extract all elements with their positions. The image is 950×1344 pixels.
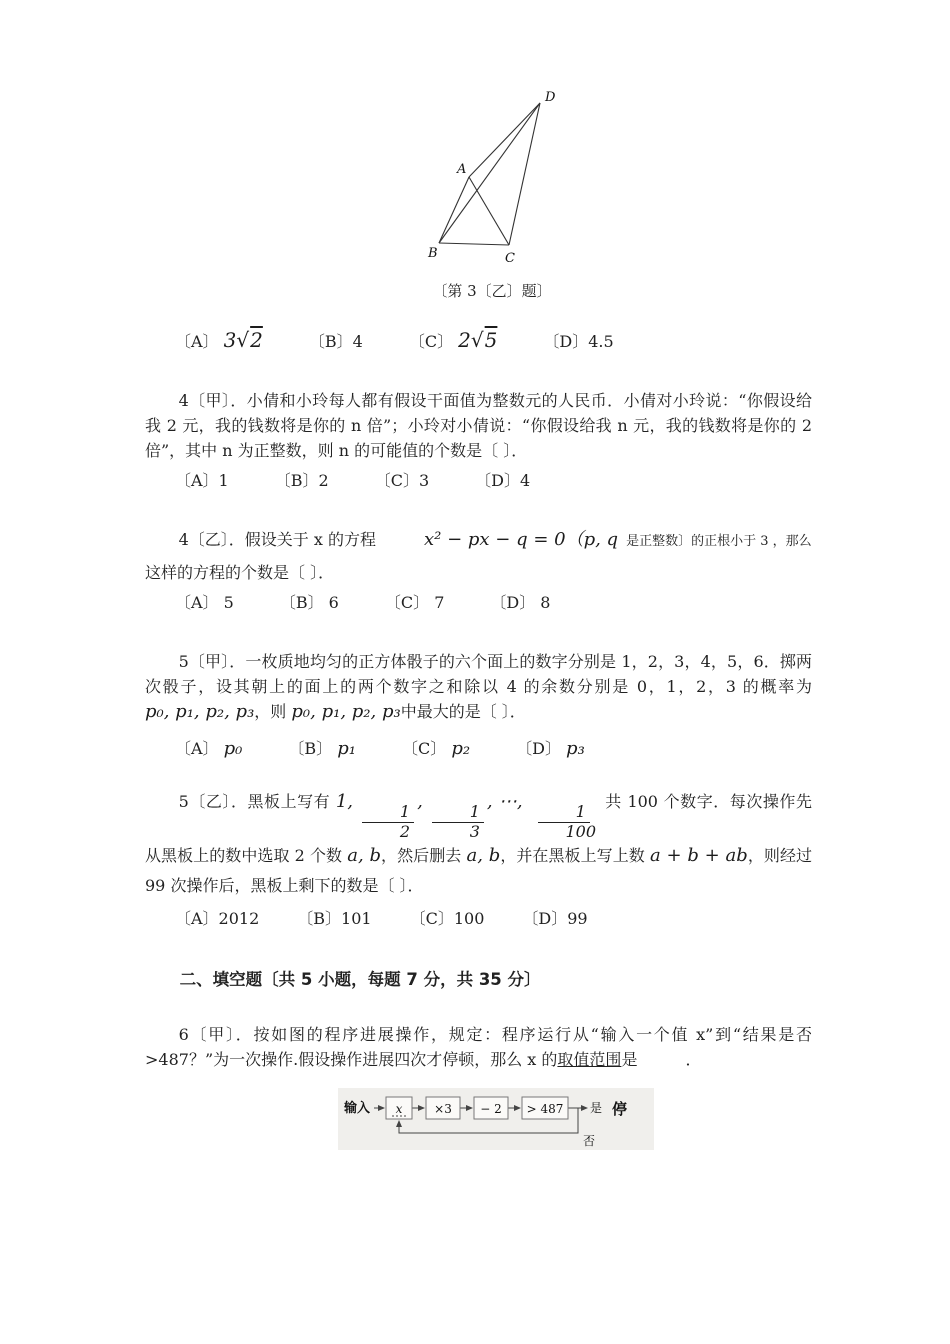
question3b-figure xyxy=(417,85,567,267)
question-6a-text xyxy=(145,1022,812,1072)
q5a-options xyxy=(145,736,812,761)
q3b-option-d: 〔D〕4.5 xyxy=(543,331,614,351)
q5a-option-a: 〔A〕 p₀ xyxy=(175,738,243,759)
q6a-underlined-phrase: 取值范围 xyxy=(557,1049,622,1069)
flow-stop-label: 停 xyxy=(612,1099,628,1118)
q5b-ab-1: a, b xyxy=(347,844,381,866)
q5b-option-c: 〔C〕100 xyxy=(409,908,485,928)
vertex-label-c: C xyxy=(505,251,515,266)
q3b-option-a xyxy=(175,328,263,354)
q4a-option-d: 〔D〕4 xyxy=(475,471,531,490)
q4a-option-b: 〔B〕2 xyxy=(274,471,329,490)
q4b-option-a: 〔A〕 5 xyxy=(175,593,234,612)
q4b-options xyxy=(145,590,812,615)
triangle-diagram xyxy=(417,85,567,267)
q5b-expression: a + b + ab xyxy=(649,844,748,866)
question-4b xyxy=(145,527,812,615)
q5b-option-a: 〔A〕2012 xyxy=(175,908,260,928)
q5a-text2: ，则 xyxy=(254,702,287,721)
q5a-text3: 中最大的是〔 〕． xyxy=(400,702,526,721)
question-4a-text: 4〔甲〕．小倩和小玲每人都有假设干面值为整数元的人民币．小倩对小玲说：“你假设给我 2 元，我的钱数将是你的 n 倍”；小玲对小倩说：“你假设给我 n 元，我的钱数将是你的 2 倍”，其中 n 为正整数，则 n 的可能值的个数是〔 〕． xyxy=(145,391,812,460)
flowchart-svg xyxy=(338,1090,650,1148)
q4b-line2: 这样的方程的个数是〔 〕． xyxy=(145,563,335,582)
flowchart xyxy=(338,1088,654,1150)
triangle-edges xyxy=(439,103,540,245)
flow-input-label: 输入 xyxy=(344,1100,371,1116)
flow-box-times3-label: ×3 xyxy=(434,1101,452,1116)
q5b-lead: 5〔乙〕．黑板上写有 xyxy=(178,792,331,811)
option-c-label: 〔C〕 xyxy=(408,332,454,351)
vertex-label-b: B xyxy=(428,246,438,261)
q5a-probabilities-2: p₀, p₁, p₂, p₃ xyxy=(291,701,401,722)
q5b-options xyxy=(145,906,812,931)
q4a-option-c: 〔C〕3 xyxy=(374,471,430,490)
flow-no-label: 否 xyxy=(583,1133,596,1148)
option-a-label: 〔A〕 xyxy=(175,332,219,351)
q5a-probabilities-1: p₀, p₁, p₂, p₃ xyxy=(145,701,255,722)
q4b-after-equation: 是正整数〕的正根小于 3 ，那么 xyxy=(626,534,812,549)
q4a-option-a: 〔A〕1 xyxy=(175,471,229,490)
q4b-option-c: 〔C〕 7 xyxy=(384,593,445,612)
q4a-options xyxy=(145,468,812,493)
q4b-line1 xyxy=(145,527,812,554)
q4b-option-b: 〔B〕 6 xyxy=(279,593,339,612)
question-5b-text xyxy=(145,787,812,901)
section-2-header: 二、填空题〔共 5 小题，每题 7 分，共 35 分〕 xyxy=(179,969,541,989)
flow-box-x-label: x xyxy=(395,1101,403,1116)
q4b-option-d: 〔D〕 8 xyxy=(490,593,551,612)
q6a-text2: 是 ． xyxy=(621,1049,702,1069)
q5a-option-b: 〔B〕 p₁ xyxy=(288,738,357,759)
q5b-after-series: 共 100 个数字．每次操作先从黑板上的数中选取 2 个数 xyxy=(145,792,812,865)
figure-caption: 〔第 3〔乙〕题〕 xyxy=(432,282,552,300)
q5b-mid2: ，并在黑板上写上数 xyxy=(500,845,645,865)
vertex-label-d: D xyxy=(545,90,556,105)
q5b-mid1: ，然后删去 xyxy=(381,845,462,865)
q5b-ab-2: a, b xyxy=(466,844,501,866)
vertex-label-a: A xyxy=(457,162,467,177)
q4b-equation: x² − px − q = 0（p, q xyxy=(423,529,619,550)
q5a-option-d: 〔D〕 p₃ xyxy=(516,738,585,759)
q4b-lead: 4〔乙〕．假设关于 x 的方程 xyxy=(178,530,376,549)
fraction-1-3: $\frac{1}{3}$ xyxy=(432,804,484,841)
fraction-1-2: $\frac{1}{2}$ xyxy=(362,804,414,841)
flow-box-minus2-label: − 2 xyxy=(480,1101,502,1116)
flow-box-gt487-label: > 487 xyxy=(526,1101,564,1116)
flow-yes-label: 是 xyxy=(590,1100,603,1115)
q6a-text1: 6〔甲〕．按如图的程序进展操作，规定：程序运行从“输入一个值 x”到“结果是否>487？”为一次操作.假设操作进展四次才停顿，那么 x 的 xyxy=(145,1024,812,1069)
q5a-text1: 5〔甲〕．一枚质地均匀的正方体骰子的六个面上的数字分别是 1，2，3，4，5，6．掷两次骰子，设其朝上的面上的两个数字之和除以 4 的余数分别是 0，1，2，3 的概率为 xyxy=(145,652,812,696)
question-5a-text xyxy=(145,649,812,724)
q5b-number-series: 1, $\frac{1}{2}$ , $\frac{1}{3}$ , ⋯, $\frac{1}{100}$ xyxy=(335,791,596,841)
fraction-1-100: $\frac{1}{100}$ xyxy=(532,804,596,841)
q3b-option-b: 〔B〕4 xyxy=(308,331,363,351)
q5b-tail: ，则经过 99 次操作后，黑板上剩下的数是〔 〕． xyxy=(145,845,813,895)
q5b-option-d: 〔D〕99 xyxy=(522,908,588,928)
q5a-option-c: 〔C〕 p₂ xyxy=(402,738,471,759)
q3b-options xyxy=(145,324,812,358)
q5b-option-b: 〔B〕101 xyxy=(297,908,372,928)
q3b-option-c xyxy=(409,328,498,354)
radical-expression-3root2: 3√2 xyxy=(223,328,263,352)
radical-expression-2root5: 2√5 xyxy=(458,328,498,352)
